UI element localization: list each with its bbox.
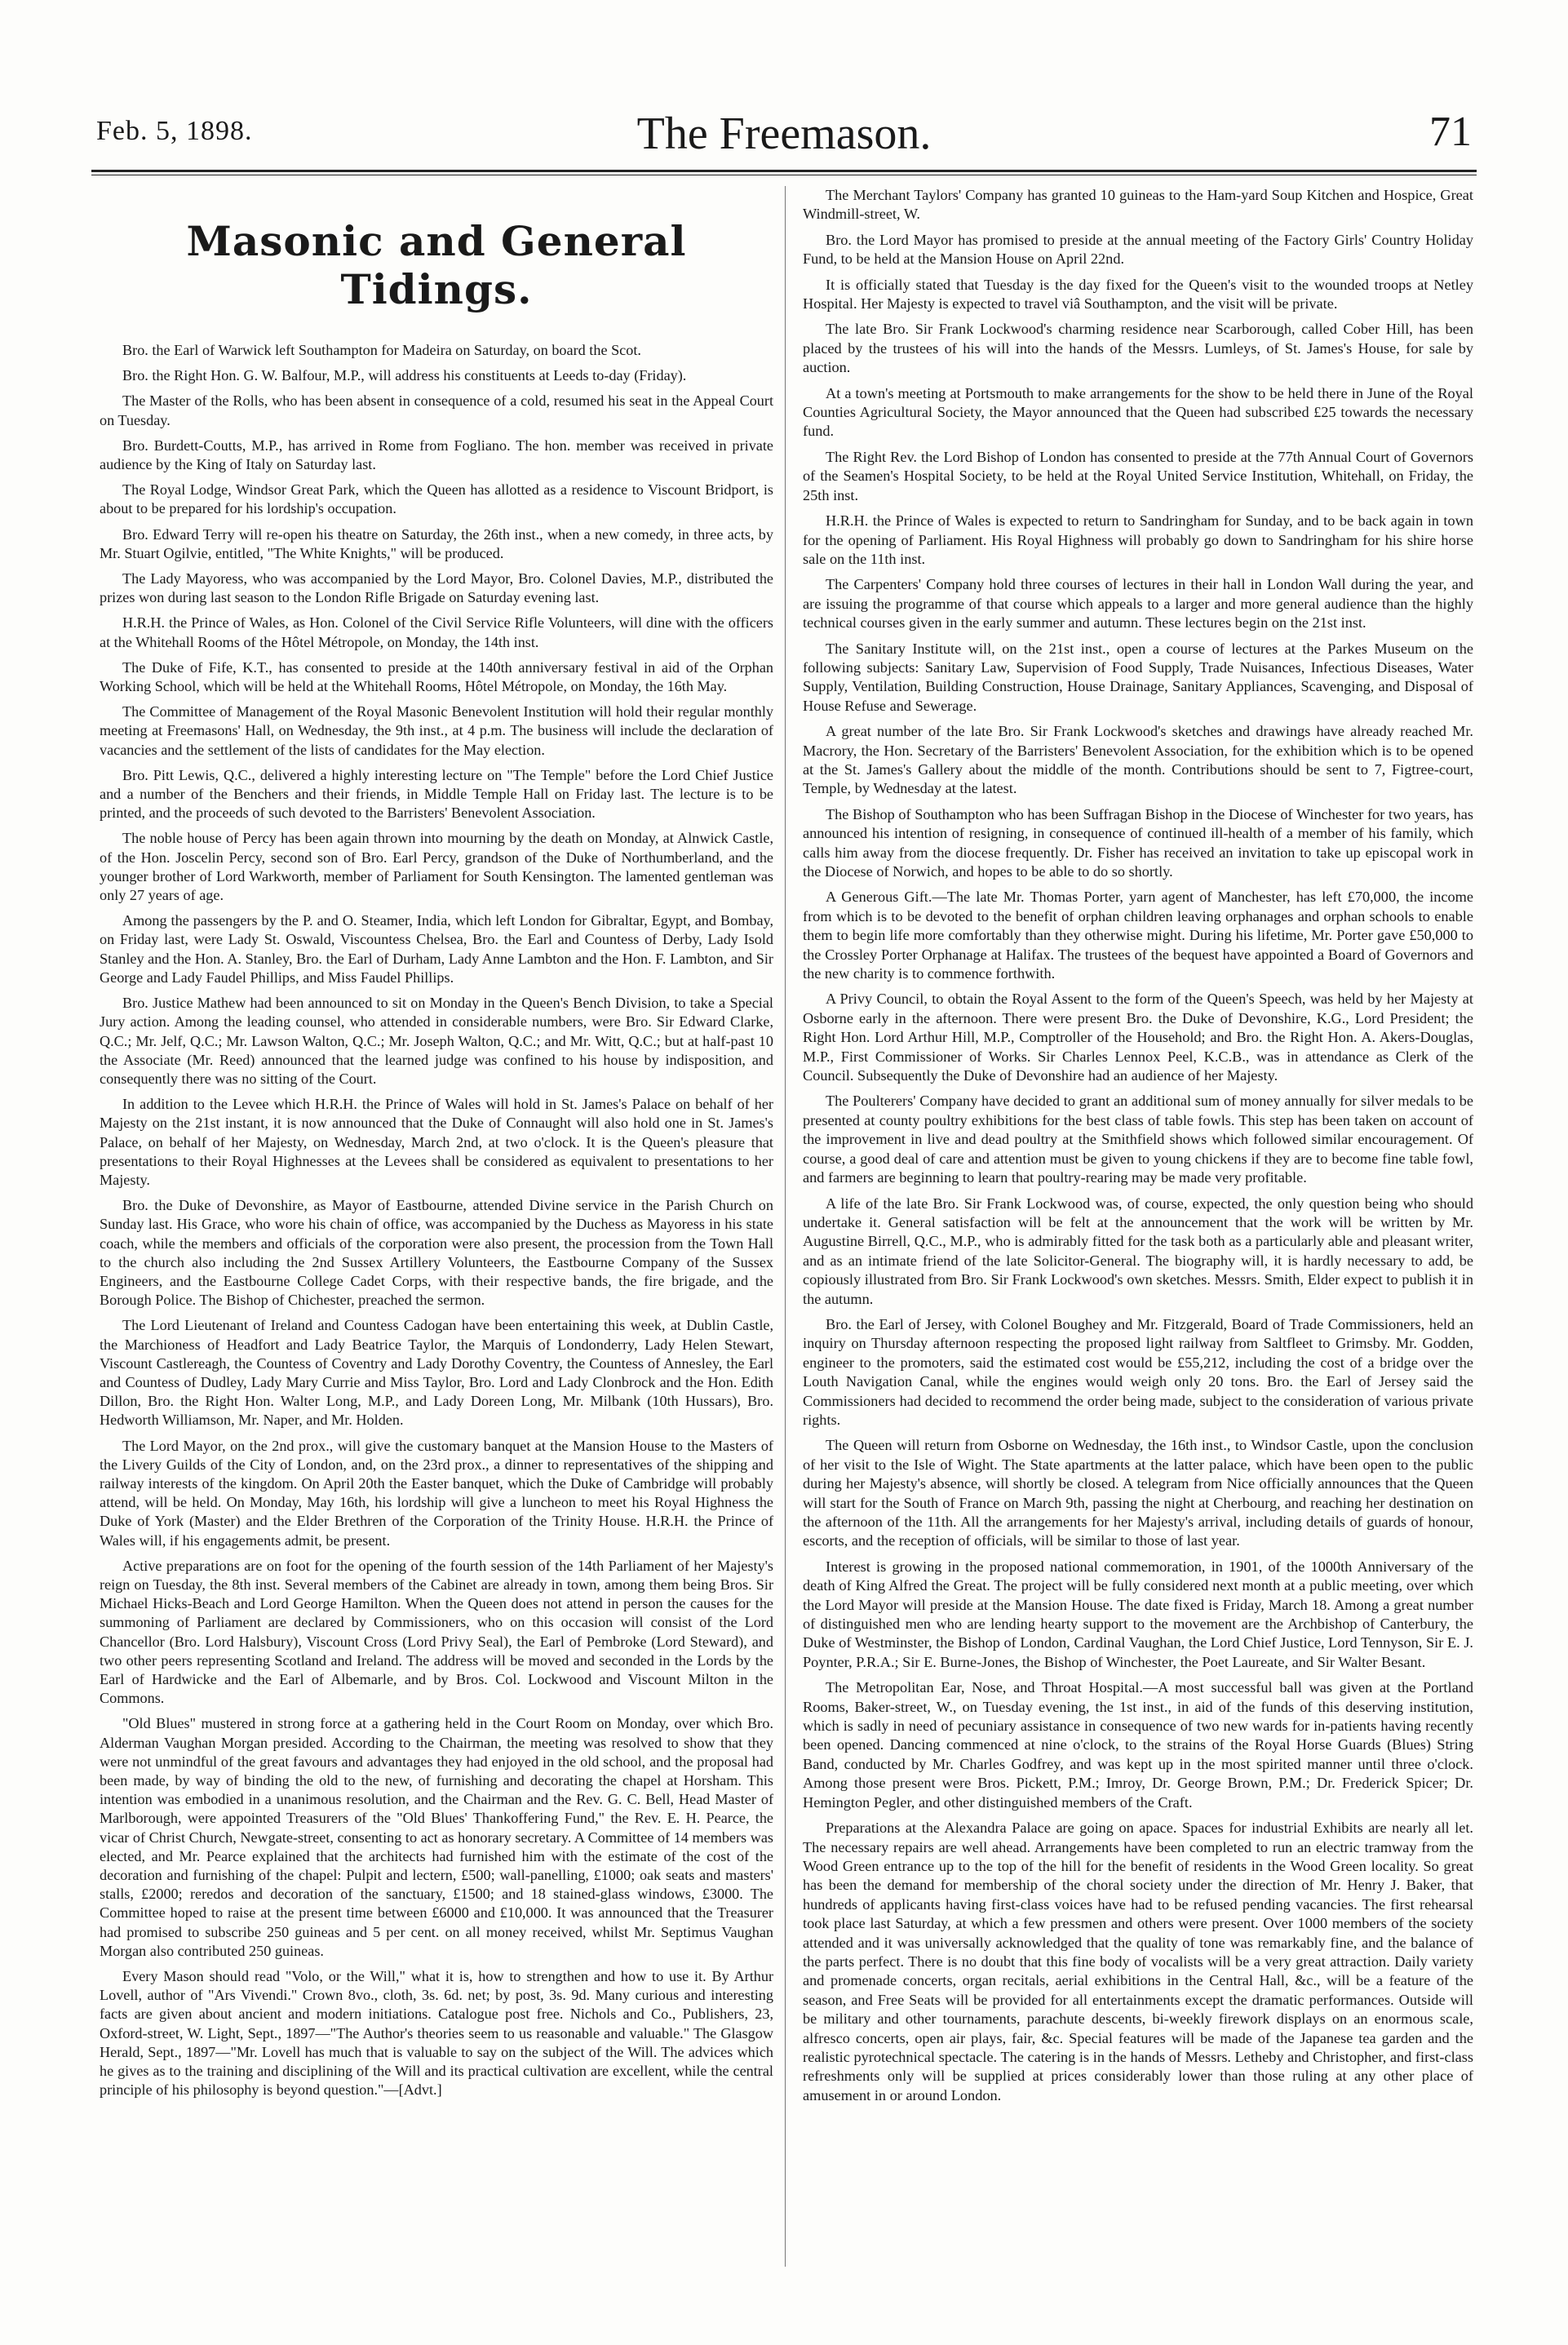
news-paragraph: Active preparations are on foot for the opening of the fourth session of the 14th Parliament of her Majesty's reign on Tuesday, the 8th inst. Several members of the Cabinet are already in town, among them being Bros. Sir Michael Hicks-Beach and Lord George Hamilton. When the Queen does not attend in person the causes for the summoning of Parliament are declared by Commissioners, who on this occasion will consist of the Lord Chancellor (Bro. Lord Halsbury), Viscount Cross (Lord Privy Seal), the Earl of Pembroke (Lord Steward), and two other peers representing Scotland and Ireland. The address will be moved and seconded in the Lords by the Earl of Hardwicke and the Earl of Albemarle, and by Bros. Col. Lockwood and Viscount Milton in the Commons. xyxy=(100,1557,773,1707)
news-paragraph: At a town's meeting at Portsmouth to make arrangements for the show to be held there in June of the Royal Counties Agricultural Society, the Mayor announced that the Queen had subscribed £25 towards the necessary fund. xyxy=(803,384,1473,440)
news-paragraph: The Metropolitan Ear, Nose, and Throat Hospital.—A most successful ball was given at the Portland Rooms, Baker-street, W., on Tuesday evening, the 1st inst., in aid of the funds of this deserving institution, which is sadly in need of pecuniary assistance in consequence of two new wards for in-patients having recently been opened. Dancing commenced at nine o'clock, to the strains of the Royal Horse Guards (Blues) String Band, conducted by Mr. Charles Godfrey, and was kept up in the most spirited manner until three o'clock. Among those present were Bros. Pickett, P.M.; Imroy, Dr. George Brown, P.M.; Dr. Frederick Spicer; Dr. Hemington Pegler, and other distinguished members of the Craft. xyxy=(803,1679,1473,1811)
news-paragraph: A Generous Gift.—The late Mr. Thomas Porter, yarn agent of Manchester, has left £70,000, the income from which is to be devoted to the benefit of orphan children leaving orphanages and orphan schools to enable them to begin life more comfortably than they otherwise might. During his lifetime, Mr. Porter gave £50,000 to the Crossley Porter Orphanage at Halifax. The trustees of the bequest have appointed a Board of Governors and the new charity is to commence forthwith. xyxy=(803,889,1473,982)
left-column xyxy=(100,186,773,2275)
news-paragraph: The Committee of Management of the Royal Masonic Benevolent Institution will hold their regular monthly meeting at Freemasons' Hall, on Wednesday, the 9th inst., at 4 p.m. The business will include the declaration of vacancies and the settlement of the lists of candidates for the May election. xyxy=(100,703,773,758)
news-paragraph: Among the passengers by the P. and O. Steamer, India, which left London for Gibraltar, Egypt, and Bombay, on Friday last, were Lady St. Oswald, Viscountess Chelsea, Bro. the Earl and Countess of Derby, Lady Isold Stanley and the Hon. A. Stanley, Bro. the Earl of Durham, Lady Anne Lambton and the Hon. F. Lambton, and Sir George and Lady Faudel Phillips, and Miss Faudel Phillips. xyxy=(100,912,773,986)
news-paragraph: Bro. the Duke of Devonshire, as Mayor of Eastbourne, attended Divine service in the Parish Church on Sunday last. His Grace, who wore his chain of office, was accompanied by the Duchess as Mayoress in his state coach, while the members and officials of the corporation were also present, the procession from the Town Hall to the church also including the 2nd Sussex Artillery Volunteers, the Eastbourne Company of the Sussex Engineers, and the Eastbourne College Cadet Corps, with their respective bands, the fire brigade, and the Borough Police. The Bishop of Chichester, preached the sermon. xyxy=(100,1197,773,1309)
news-paragraph: H.R.H. the Prince of Wales, as Hon. Colonel of the Civil Service Rifle Volunteers, will dine with the officers at the Whitehall Rooms of the Hôtel Métropole, on Monday, the 14th inst. xyxy=(100,614,773,650)
news-paragraph: Bro. the Earl of Jersey, with Colonel Boughey and Mr. Fitzgerald, Board of Trade Commissioners, held an inquiry on Thursday afternoon respecting the proposed light railway from Saltfleet to Grimsby. Mr. Godden, engineer to the promoters, said the estimated cost would be £55,212, including the cost of a bridge over the Louth Navigation Canal, while the engines would weigh only 20 tons. Bro. the Earl of Jersey said the Commissioners had decided to recommend the order being made, subject to the consideration of various private rights. xyxy=(803,1315,1473,1428)
news-paragraph: The Lord Lieutenant of Ireland and Countess Cadogan have been entertaining this week, at Dublin Castle, the Marchioness of Headfort and Lady Beatrice Taylor, the Marquis of Londonderry, Lady Helen Stewart, Viscount Castlereagh, the Countess of Coventry and Lady Dorothy Coventry, the Countess of Annesley, the Earl and Countess of Dudley, Lady Mary Currie and Miss Taylor, Bro. Lord and Lady Clonbrock and the Hon. Edith Dillon, Bro. the Right Hon. Walter Long, M.P., and Lady Doreen Long, Mr. Milbank (10th Hussars), Bro. Hedworth Williamson, Mr. Naper, and Mr. Holden. xyxy=(100,1317,773,1429)
news-paragraph: Bro. the Earl of Warwick left Southampton for Madeira on Saturday, on board the Scot. xyxy=(122,342,641,358)
news-paragraph: In addition to the Levee which H.R.H. the Prince of Wales will hold in St. James's Palace on behalf of her Majesty on the 21st instant, it is now announced that the Duke of Connaught will also hold one in St. James's Palace, on behalf of her Majesty, on Wednesday, March 2nd, at two o'clock. It is the Queen's pleasure that presentations to their Royal Highnesses at the Levees shall be considered as equivalent to presentations to her Majesty. xyxy=(100,1096,773,1188)
news-paragraph: The Merchant Taylors' Company has granted 10 guineas to the Ham-yard Soup Kitchen and Hospice, Great Windmill-street, W. xyxy=(803,187,1473,223)
news-paragraph: The Sanitary Institute will, on the 21st inst., open a course of lectures at the Parkes Museum on the following subjects: Sanitary Law, Supervision of Food Supply, Trade Nuisances, Infectious Diseases, Water Supply, Ventilation, Building Construction, House Drainage, Sanitary Appliances, Scavenging, and Disposal of House Refuse and Sewerage. xyxy=(803,640,1473,714)
news-paragraph: Preparations at the Alexandra Palace are going on apace. Spaces for industrial Exhibits are nearly all let. The necessary repairs are well ahead. Arrangements have been completed to run an electric tramway from the Wood Green entrance up to the top of the hill for the benefit of residents in the Wood Green locality. So great has been the demand for membership of the choral society under the direction of Mr. Henry J. Baker, that hundreds of applicants having first-class voices have had to be refused pending vacancies. The first rehearsal took place last Saturday, at which a few pressmen and others were present. Over 1000 members of the society attended and it was universally acknowledged that the quality of tone was remarkably fine, and the balance of the parts perfect. There is no doubt that this fine body of vocalists will be a very great attraction. Daily variety and promenade concerts, organ recitals, aerial exhibitions in the Central Hall, &c., will be a feature of the season, and Free Seats will be provided for all entertainments except the dramatic performances. Outside will be military and other tournaments, parachute descents, bi-weekly firework displays on an enormous scale, alfresco concerts, open air plays, fair, &c. Special features will be made of the Japanese tea garden and the realistic pyrotechnical spectacle. The catering is in the hands of Messrs. Letheby and Christopher, and first-class refreshments only will be supplied at prices considerably lower than those ruling at any other place of amusement in or around London. xyxy=(803,1820,1473,2103)
news-paragraph: A life of the late Bro. Sir Frank Lockwood was, of course, expected, the only question being who should undertake it. General satisfaction will be felt at the announcement that the work will be written by Mr. Augustine Birrell, Q.C., M.P., who is admirably fitted for the task both as a particularly able and pleasant writer, and as an intimate friend of the late Solicitor-General. The biography will, it is hardly necessary to add, be copiously illustrated from Bro. Sir Frank Lockwood's own sketches. Messrs. Smith, Elder expect to publish it in the autumn. xyxy=(803,1195,1473,1307)
news-paragraph: The Bishop of Southampton who has been Suffragan Bishop in the Diocese of Winchester for two years, has announced his intention of resigning, in consequence of continued ill-health of a member of his family, which calls him away from the diocese frequently. Dr. Fisher has received an invitation to take up episcopal work in the Diocese of Norwich, and hopes to be able to do so shortly. xyxy=(803,805,1473,880)
news-paragraph: Bro. Burdett-Coutts, M.P., has arrived in Rome from Fogliano. The hon. member was received in private audience by the King of Italy on Saturday last. xyxy=(100,437,773,473)
news-paragraph: Bro. Justice Mathew had been announced to sit on Monday in the Queen's Bench Division, to take a Special Jury action. Among the leading counsel, who attended in considerable numbers, were Bro. Sir Edward Clarke, Q.C.; Mr. Jelf, Q.C.; Mr. Lawson Walton, Q.C.; Mr. Joseph Walton, Q.C.; and Mr. Witt, Q.C.; but at half-past 10 the Associate (Mr. Reed) announced that the learned judge was confined to his house by indisposition, and consequently there was no sitting of the Court. xyxy=(100,995,773,1087)
news-paragraph: Every Mason should read "Volo, or the Will," what it is, how to strengthen and how to use it. By Arthur Lovell, author of "Ars Vivendi." Crown 8vo., cloth, 3s. 6d. net; by post, 3s. 9d. Many curious and interesting facts are given about ancient and modern initiations. Catalogue post free. Nichols and Co., Publishers, 23, Oxford-street, W. Light, Sept., 1897—"The Author's theories seem to us reasonable and valuable." The Glasgow Herald, Sept., 1897—"Mr. Lovell has much that is valuable to say on the subject of the Will. The advices which he gives as to the training and disciplining of the Will and its practical cultivation are excellent, while the central principle of his philosophy is beyond question."—[Advt.] xyxy=(100,1968,773,2099)
left-column-items xyxy=(100,341,773,2099)
news-paragraph: The Queen will return from Osborne on Wednesday, the 16th inst., to Windsor Castle, upon the conclusion of her visit to the Isle of Wight. The State apartments at the latter palace, which have been open to the public during her Majesty's absence, will shortly be closed. A telegram from Nice officially announces that the Queen will start for the South of France on March 9th, passing the night at Cherbourg, and reaching her destination on the afternoon of the 11th. All the arrangements for her Majesty's arrival, including details of guards of honour, escorts, and the reception of officials, will be similar to those of last year. xyxy=(803,1437,1473,1549)
masthead-title: The Freemason. xyxy=(636,109,932,159)
news-paragraph: It is officially stated that Tuesday is the day fixed for the Queen's visit to the wounded troops at Netley Hospital. Her Majesty is expected to travel viâ Southampton, and the visit will be private. xyxy=(803,276,1473,313)
news-paragraph: "Old Blues" mustered in strong force at a gathering held in the Court Room on Monday, over which Bro. Alderman Vaughan Morgan presided. According to the Chairman, the meeting was resolved to show that they were not unmindful of the great favours and advantages they had enjoyed in the old school, and the proposal had been made, by way of binding the old to the new, of furnishing and decorating the chapel at Horsham. This intention was embodied in a unanimous resolution, and the Chairman and the Rev. G. C. Bell, Head Master of Marlborough, were appointed Treasurers of the "Old Blues' Thankoffering Fund," the Rev. E. H. Pearce, the vicar of Christ Church, Newgate-street, consenting to act as honorary secretary. A Committee of 14 members was elected, and Mr. Pearce explained that the architects had furnished him with the estimate of the cost of the decoration and furnishing of the chapel: Pulpit and lectern, £500; wall-panelling, £1000; oak seats and masters' stalls, £2000; reredos and decoration of the sanctuary, £1500; and 18 stained-glass windows, £3000. The Committee hoped to raise at the present time between £6000 and £10,000. It was announced that the Treasurer had promised to subscribe 250 guineas and 5 per cent. on all money received, whilst Mr. Septimus Vaughan Morgan also contributed 250 guineas. xyxy=(100,1715,773,1959)
news-paragraph: A great number of the late Bro. Sir Frank Lockwood's sketches and drawings have already reached Mr. Macrory, the Hon. Secretary of the Barristers' Benevolent Association, for the exhibition which is to be opened at the St. James's Gallery about the middle of the month. Contributions should be sent to 7, Figtree-court, Temple, by Wednesday at the latest. xyxy=(803,723,1473,797)
news-paragraph: Bro. the Lord Mayor has promised to preside at the annual meeting of the Factory Girls' Country Holiday Fund, to be held at the Mansion House on April 22nd. xyxy=(803,231,1473,268)
news-paragraph: The Royal Lodge, Windsor Great Park, which the Queen has allotted as a residence to Viscount Bridport, is about to be prepared for his lordship's occupation. xyxy=(100,481,773,517)
news-paragraph: The late Bro. Sir Frank Lockwood's charming residence near Scarborough, called Cober Hill, has been placed by the trustees of his will into the hands of the Messrs. Lumleys, of St. James's House, for sale by auction. xyxy=(803,321,1473,376)
header-rule xyxy=(91,170,1477,172)
news-paragraph: Interest is growing in the proposed national commemoration, in 1901, of the 1000th Anniversary of the death of King Alfred the Great. The project will be fully considered next month at a public meeting, over which the Lord Mayor will preside at the Mansion House. The date fixed is Friday, March 18. Among a great number of distinguished men who are lending hearty support to the movement are the Archbishop of Canterbury, the Duke of Westminster, the Bishop of London, Cardinal Vaughan, the Lord Chief Justice, Lord Tennyson, Sir E. J. Poynter, P.R.A.; Sir E. Burne-Jones, the Bishop of Winchester, the Poet Laureate, and Sir Walter Besant. xyxy=(803,1558,1473,1670)
news-paragraph: The Duke of Fife, K.T., has consented to preside at the 140th anniversary festival in aid of the Orphan Working School, which will be held at the Whitehall Rooms, Hôtel Métropole, on Monday, the 16th May. xyxy=(100,658,773,695)
news-paragraph: The noble house of Percy has been again thrown into mourning by the death on Monday, at Alnwick Castle, of the Hon. Joscelin Percy, second son of Bro. Earl Percy, grandson of the Duke of Northumberland, and the younger brother of Lord Warkworth, member of Parliament for South Kensington. The lamented gentleman was only 27 years of age. xyxy=(100,830,773,904)
page-number: 71 xyxy=(1429,109,1472,155)
news-paragraph: The Carpenters' Company hold three courses of lectures in their hall in London Wall during the year, and are issuing the programme of that course which appeals to a larger and more general audience than the highly technical courses given in the early summer and autumn. These lectures begin on the 21st inst. xyxy=(803,576,1473,632)
news-paragraph: The Poulterers' Company have decided to grant an additional sum of money annually for silver medals to be presented at county poultry exhibitions for the best class of table fowls. This step has been taken on account of the improvement in live and dead poultry at the Smithfield shows which followed similar encouragement. Of course, a good deal of care and attention must be given to young chickens if they are to become fine table fowl, and farmers are beginning to learn that poultry-rearing may be made very profitable. xyxy=(803,1093,1473,1186)
news-paragraph: The Master of the Rolls, who has been absent in consequence of a cold, resumed his seat in the Appeal Court on Tuesday. xyxy=(100,392,773,428)
section-heading: Masonic and General Tidings. xyxy=(186,217,687,313)
news-paragraph: Bro. Pitt Lewis, Q.C., delivered a highly interesting lecture on "The Temple" before the Lord Chief Justice and a number of the Benchers and their friends, in Middle Temple Hall on Friday last. The lecture is to be printed, and the proceeds of such devoted to the Barristers' Benevolent Association. xyxy=(100,766,773,822)
news-paragraph: Bro. the Right Hon. G. W. Balfour, M.P., will address his constituents at Leeds to-day (Friday). xyxy=(122,367,687,384)
column-divider xyxy=(785,186,786,2267)
news-paragraph: The Lord Mayor, on the 2nd prox., will give the customary banquet at the Mansion House to the Masters of the Livery Guilds of the City of London, and, on the 23rd prox., a dinner to representatives of the shipping and railway interests of the kingdom. On April 20th the Easter banquet, which the Duke of Cambridge will probably attend, will be held. On Monday, May 16th, his lordship will give a luncheon to meet his Royal Highness the Duke of York (Master) and the Elder Brethren of the Corporation of the Trinity House. H.R.H. the Prince of Wales will, if his engagements admit, be present. xyxy=(100,1437,773,1549)
news-paragraph: A Privy Council, to obtain the Royal Assent to the form of the Queen's Speech, was held by her Majesty at Osborne early in the afternoon. There were present Bro. the Duke of Devonshire, K.G., Lord President; the Right Hon. Lord Arthur Hill, M.P., Comptroller of the Household; and Bro. the Right Hon. A. Akers-Douglas, M.P., First Commissioner of Works. Sir Charles Lennox Peel, K.C.B., was in attendance as Clerk of the Council. Subsequently the Duke of Devonshire had an audience of her Majesty. xyxy=(803,991,1473,1084)
right-column xyxy=(803,186,1473,2275)
right-column-items xyxy=(803,186,1473,2105)
news-paragraph: Bro. Edward Terry will re-open his theatre on Saturday, the 26th inst., when a new comedy, in three acts, by Mr. Stuart Ogilvie, entitled, "The White Knights," will be produced. xyxy=(100,525,773,561)
news-paragraph: The Right Rev. the Lord Bishop of London has consented to preside at the 77th Annual Court of Governors of the Seamen's Hospital Society, to be held at the Royal United Service Institution, Whitehall, on Friday, the 25th inst. xyxy=(803,448,1473,503)
issue-date: Feb. 5, 1898. xyxy=(96,116,253,146)
news-paragraph: H.R.H. the Prince of Wales is expected to return to Sandringham for Sunday, and to be back again in town for the opening of Parliament. His Royal Highness will probably go down to Sandringham for his shire horse sale on the 11th inst. xyxy=(803,512,1473,567)
news-paragraph: The Lady Mayoress, who was accompanied by the Lord Mayor, Bro. Colonel Davies, M.P., distributed the prizes won during last season to the London Rifle Brigade on Saturday evening last. xyxy=(100,570,773,606)
